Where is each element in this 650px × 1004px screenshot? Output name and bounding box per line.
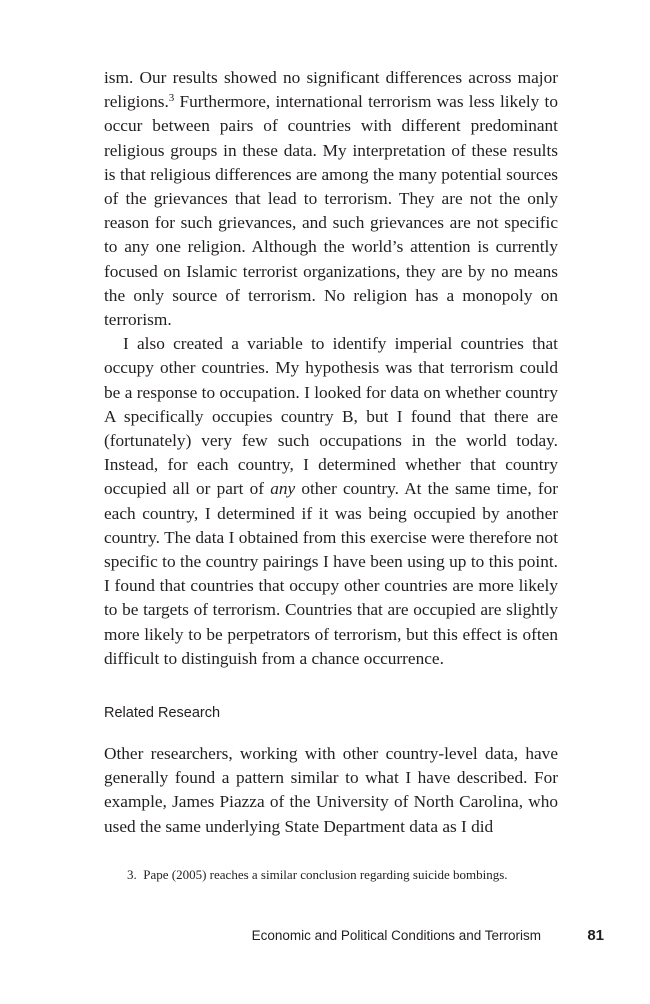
paragraph-2 [104, 332, 558, 671]
running-title: Economic and Political Conditions and Terrorism [251, 928, 541, 943]
paragraph-1-text-b: Furthermore, international terrorism was less likely to occur between pairs of countries with different predominant religious groups in these data. My interpretation of these results is that religious differences are among the many potential sources of the grievances that lead to terrorism. They are not the only reason for such grievances, and such grievances are not specific to any one religion. Although the world’s attention is currently focused on Islamic terrorist organizations, they are by no means the only source of terrorism. No religion has a monopoly on terrorism. [104, 92, 558, 330]
paragraph-2-text-a: I also created a variable to identify imperial countries that occupy other countries. My hypothesis was that terrorism could be a response to occupation. I looked for data on whether country A specifically occupies country B, but I found that there are (fortunately) very few such occupations in the world today. Instead, for each country, I determined whether that country occupied all or part of [104, 334, 558, 499]
footnote-number: 3. [127, 867, 137, 882]
main-text [104, 66, 558, 671]
paragraph-2-text-b: other country. At the same time, for each country, I determined if it was being occupied by another country. The data I obtained from this exercise were therefore not specific to the country pairings I have been using up to this point. I found that countries that occupy other countries are more likely to be targets of terrorism. Countries that are occupied are slightly more likely to be perpetrators of terrorism, but this effect is often difficult to distinguish from a chance occurrence. [104, 479, 558, 668]
paragraph-3: Other researchers, working with other country-level data, have generally found a pattern similar to what I have described. For example, James Piazza of the University of North Carolina, who used the same underlying State Department data as I did [104, 744, 558, 836]
footnote [127, 866, 567, 884]
section-heading: Related Research [104, 705, 221, 721]
footnote-reference: 3 [168, 92, 175, 105]
footnote-text: Pape (2005) reaches a similar conclusion regarding suicide bombings. [143, 867, 508, 882]
section-body [104, 742, 558, 839]
page-number: 81 [587, 927, 604, 944]
paragraph-1 [104, 66, 558, 332]
paragraph-2-emphasis: any [270, 479, 296, 499]
paragraph-1-text-a: ism. Our results showed no significant differences across major religions. [104, 68, 558, 112]
